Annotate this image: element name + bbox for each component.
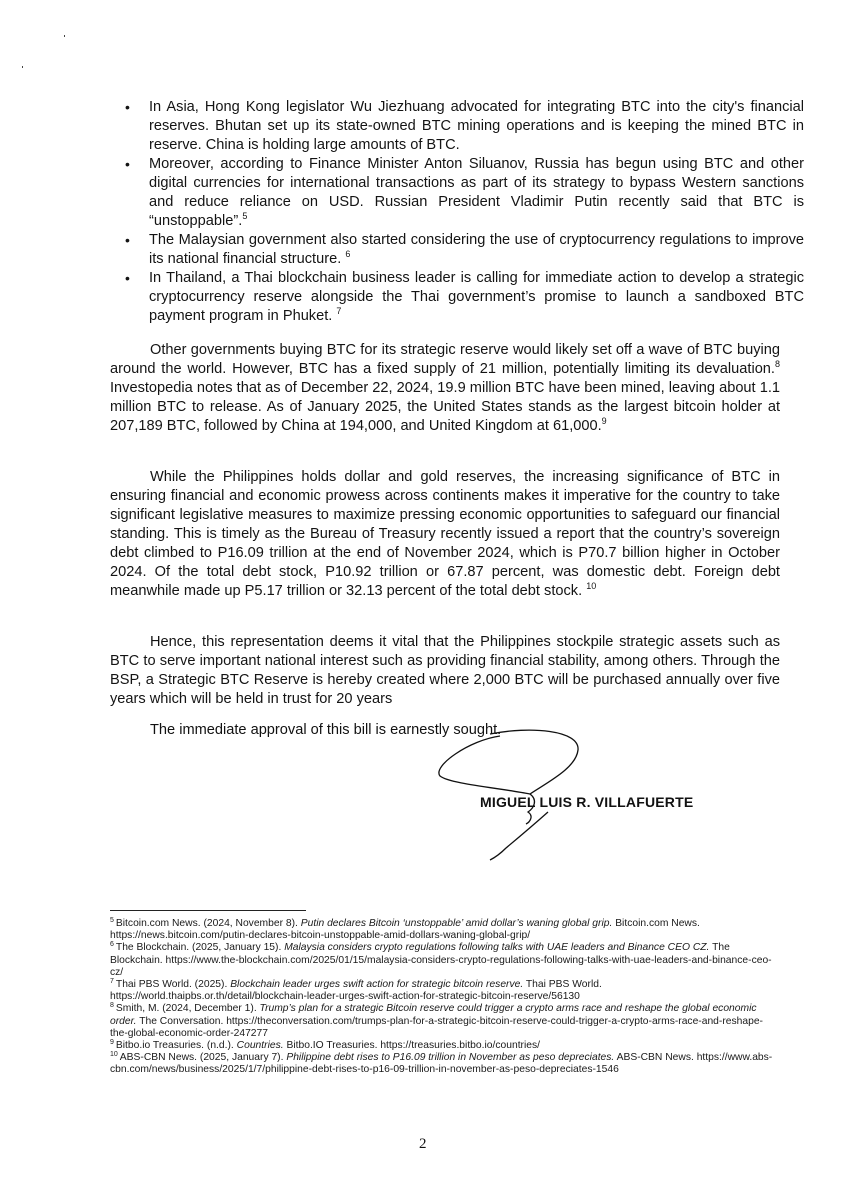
bullet-item: • In Asia, Hong Kong legislator Wu Jiezhuang advocated for integrating BTC into the city's financial reserves. Bhutan set up its state-owned BTC mining operations and is keeping the mined BTC in reserve. China is holding large amounts of BTC.: [149, 98, 804, 155]
bullet-item: • Moreover, according to Finance Minister Anton Siluanov, Russia has begun using BTC and other digital currencies for international transactions as part of its strategy to bypass Western sanctions and reduce reliance on USD. Russian President Vladimir Putin recently said that BTC is “unstoppable”.$^5$: [149, 155, 804, 231]
closing-statement: The immediate approval of this bill is earnestly sought.: [150, 722, 502, 738]
paragraph-strategic-reserve: Hence, this representation deems it vital that the Philippines stockpile strategic assets such as BTC to serve important national interest such as providing financial stability, among others. Through the BSP, a Strategic BTC Reserve is hereby created where 2,000 BTC will be purchased annually over five years which will be held in trust for 20 years: [110, 634, 780, 707]
footnote: $^{10}$ ABS-CBN News. (2025, January 7). Philippine debt rises to P16.09 trillion in November as peso depreciates. ABS-CBN News. https://www.abs-cbn.com/news/business/2025/1/7/philippine-debt-rises-to-p16-09-trillion-in-november-as-peso-depreciates-1546: [110, 1051, 773, 1076]
page-number: 2: [419, 1136, 427, 1152]
bullet-list: [125, 98, 804, 326]
footnote-ref[interactable]: 6: [345, 249, 351, 259]
footnote-separator: [110, 910, 306, 911]
scan-speck: [22, 66, 23, 68]
paragraph-philippine-debt: While the Philippines holds dollar and gold reserves, the increasing significance of BTC in ensuring financial and economic prowess across continents makes it imperative for the country to take significant legislative measures to maximize pressing economic opportunities to safeguard our financial standing. This is timely as the Bureau of Treasury recently issued a report that the country’s sovereign debt climbed to P16.09 trillion at the end of November 2024, which is P70.7 billion higher in October 2024. Of the total debt stock, P10.92 trillion or 67.87 percent, was domestic debt. Foreign debt meanwhile made up P5.17 trillion or 32.13 percent of the total debt stock. $^{10}$: [110, 469, 780, 599]
footnote-ref[interactable]: 5: [242, 211, 248, 221]
footnote: $^8$ Smith, M. (2024, December 1). Trump’s plan for a strategic Bitcoin reserve could trigger a crypto arms race and reshape the global economic order. The Conversation. https://theconversation.com/trumps-plan-for-a-strategic-bitcoin-reserve-could-trigger-a-crypto-arms-race-and-reshape-the-global-economic-order-247277: [110, 1002, 763, 1039]
scan-speck: [64, 35, 65, 37]
bullet-item: • In Thailand, a Thai blockchain business leader is calling for immediate action to develop a strategic cryptocurrency reserve alongside the Thai government’s promise to launch a sandboxed BTC payment program in Phuket. $^7$: [149, 269, 804, 326]
footnote-ref[interactable]: 9: [601, 416, 607, 426]
signatory-name: MIGUEL LUIS R. VILLAFUERTE: [480, 794, 694, 810]
footnote-ref[interactable]: 7: [336, 306, 342, 316]
bullet-item: • The Malaysian government also started considering the use of cryptocurrency regulations to improve its national financial structure. $^6$: [149, 231, 804, 269]
footnote: $^9$ Bitbo.io Treasuries. (n.d.). Countries. Bitbo.IO Treasuries. https://treasuries.bitbo.io/countries/: [110, 1039, 541, 1052]
footnote: $^5$ Bitcoin.com News. (2024, November 8). Putin declares Bitcoin ‘unstoppable’ amid dollar’s waning global grip. Bitcoin.com News. https://news.bitcoin.com/putin-declares-bitcoin-unstoppable-amid-dollars-waning-global-grip/: [110, 917, 700, 942]
paragraph-btc-supply: Other governments buying BTC for its strategic reserve would likely set off a wave of BTC buying around the world. However, BTC has a fixed supply of 21 million, potentially limiting its devaluation.$^8$ Investopedia notes that as of December 22, 2024, 19.9 million BTC have been mined, leaving about 1.1 million BTC to release. As of January 2025, the United States stands as the largest bitcoin holder at 207,189 BTC, followed by China at 194,000, and United Kingdom at 61,000.$^9$: [110, 342, 780, 434]
footnote-ref[interactable]: 8: [774, 359, 780, 369]
footnotes: [110, 918, 780, 1077]
footnote-ref[interactable]: 10: [586, 581, 597, 591]
footnote: $^7$ Thai PBS World. (2025). Blockchain leader urges swift action for strategic bitcoin reserve. Thai PBS World. https://world.thaipbs.or.th/detail/blockchain-leader-urges-swift-action-for-strategic-bitcoin-reserve/56130: [110, 978, 602, 1003]
footnote: $^6$ The Blockchain. (2025, January 15). Malaysia considers crypto regulations following talks with UAE leaders and Binance CEO CZ. The Blockchain. https://www.the-blockchain.com/2025/01/15/malaysia-considers-crypto-regulations-following-talks-with-uae-leaders-and-binance-ceo-cz/: [110, 941, 772, 978]
